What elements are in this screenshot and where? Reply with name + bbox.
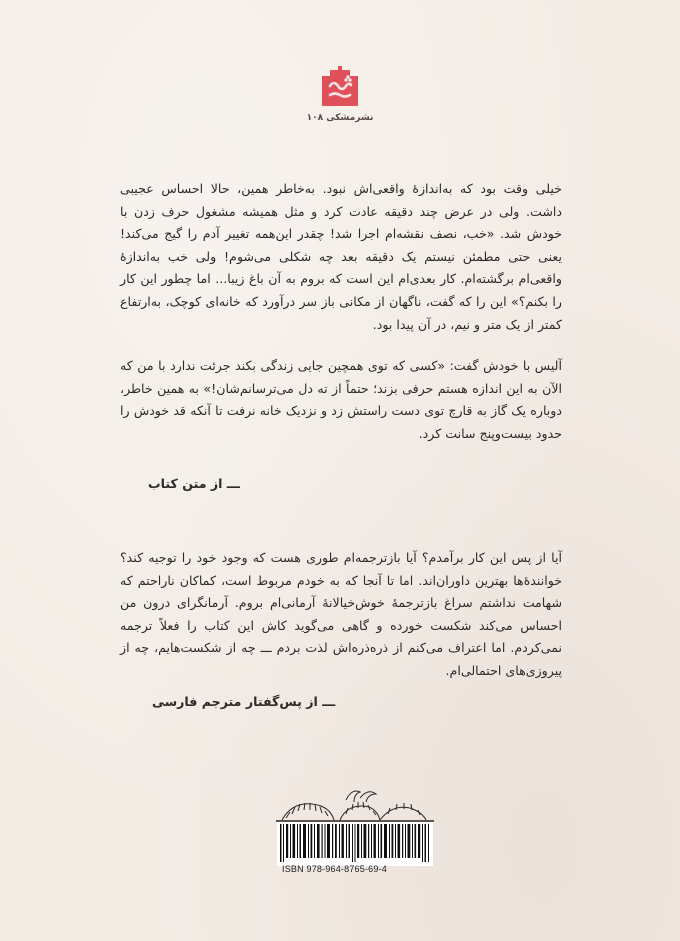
- quote-excerpt-continued: [120, 355, 562, 445]
- quote-excerpt: [120, 178, 562, 336]
- barcode-icon: [276, 780, 434, 870]
- isbn-number: ISBN 978-964-8765-69-4: [282, 864, 387, 874]
- quote-paragraph-2: آلیس با خودش گفت: «کسی که توی همچین جایی زندگی بکند جرئت ندارد با من که الآن به این اندازه هستم حرفی بزند؛ حتماً از ته دل می‌ترسانم‌شان!» به همین خاطر، دوباره یک گاز به قارچ توی دست راستش زد و نزدیک خانه نرفت تا آنکه قد خودش را حدود بیست‌وپنج سانت کرد.: [120, 358, 562, 441]
- afterword-paragraph: آیا از پس این کار برآمدم؟ آیا بازترجمه‌ام طوری هست که وجود خود را توجیه کند؟ خوانندهٔ‌ها بهترین داوران‌اند. اما تا آنجا که به خودم مربوط است، کماکان ناراحتم که شهامت نداشتم سراغ بازترجمهٔ خوش‌خیالانهٔ آرمانی‌ام بروم. آرمانگرای درون من احساس می‌کند شکست خورده و گاهی می‌گوید کاش این کتاب را فعلاً ترجمه نمی‌کردم. اما اعتراف می‌کنم از ذره‌ذره‌اش لذت بردم ـــ چه از شکست‌هایم، چه از پیروزی‌های احتمالی‌ام.: [120, 550, 562, 678]
- translator-afterword-excerpt: [120, 547, 562, 683]
- quote-paragraph-1: خیلی وقت بود که به‌اندازهٔ واقعی‌اش نبود. به‌خاطر همین، حالا احساس عجیبی داشت. ولی در عرض چند دقیقه عادت کرد و مثل همیشه مشغول حرف زدن با خودش شد. «خب، نصف نقشه‌ام اجرا شد! چقدر این‌همه تغییر آدم را گیج می‌کند! یعنی حتی مطمئن نیستم یک دقیقه بعد چه شکلی می‌شوم! ولی خب به‌اندازهٔ واقعی‌ام برگشته‌ام. کار بعدی‌ام این است که بروم به آن باغ زیبا... اما چطور این کار را بکنم؟» این را که گفت، ناگهان از مکانی باز سر درآورد که خانه‌ای کوچک، به‌ارتفاع کمتر از یک متر و نیم، در آن پیدا بود.: [120, 181, 562, 332]
- quote-source: ـــ از متن کتاب: [148, 476, 240, 491]
- publisher-logo-icon: [316, 62, 364, 110]
- afterword-source: ـــ از پس‌گفتار مترجم فارسی: [152, 694, 336, 709]
- hedgehog-illustration-icon: [276, 791, 434, 821]
- publisher-name: نشرمشکی ۱۰۸: [306, 113, 374, 123]
